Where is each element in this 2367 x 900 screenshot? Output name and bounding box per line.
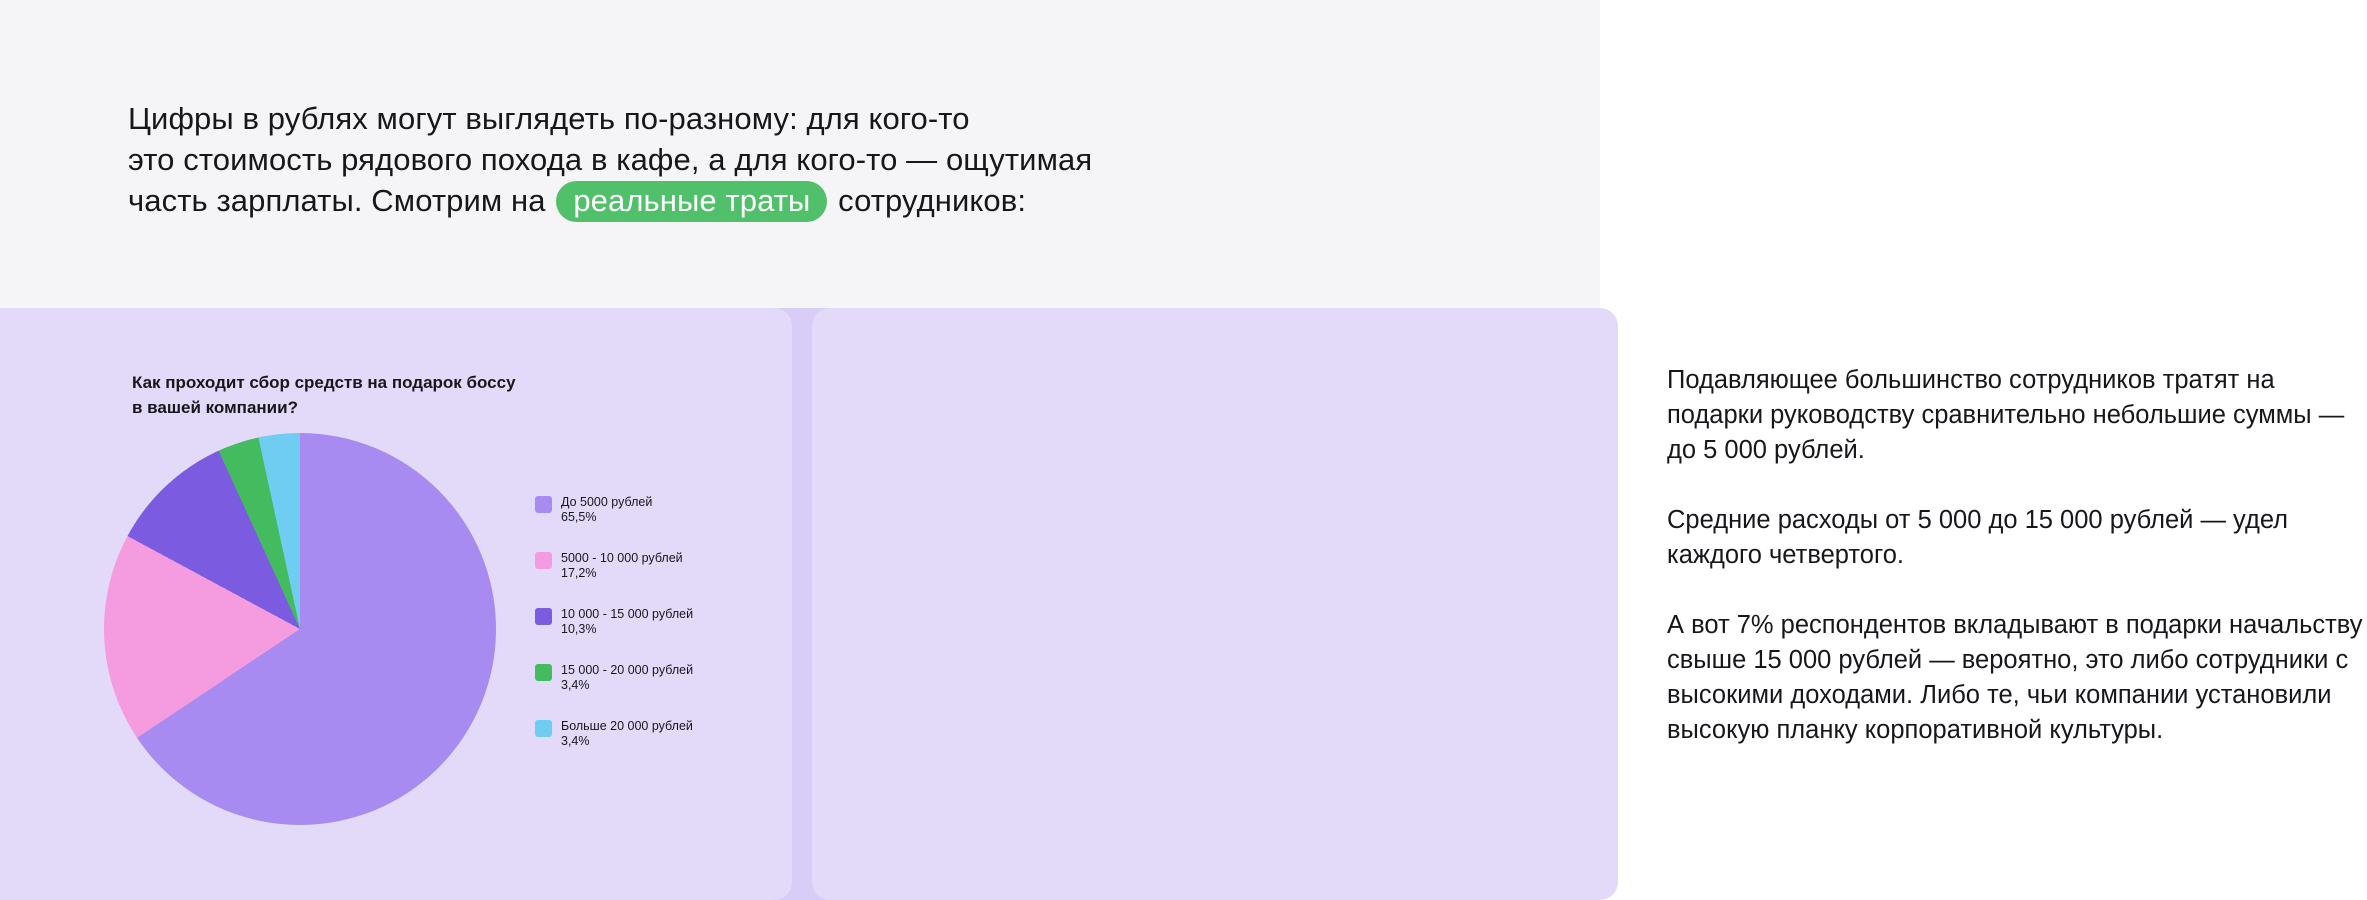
legend-label: 5000 - 10 000 рублей bbox=[561, 551, 683, 565]
commentary-paragraph-2: Средние расходы от 5 000 до 15 000 рублей — удел каждого четвертого. bbox=[1667, 506, 2289, 569]
legend-label: 15 000 - 20 000 рублей bbox=[561, 663, 694, 677]
legend-label: До 5000 рублей bbox=[561, 495, 653, 509]
legend-label-group bbox=[561, 663, 693, 693]
legend-value: 3,4% bbox=[561, 734, 590, 748]
legend-swatch-icon bbox=[535, 608, 552, 625]
chart-title-line-2: в вашей компании? bbox=[132, 398, 298, 417]
intro-line-2: это стоимость рядового похода в кафе, а для кого-то — ощутимая bbox=[128, 142, 1093, 177]
highlight-pill: реальные траты bbox=[556, 181, 827, 222]
commentary-paragraph-3: А вот 7% респондентов вкладывают в подарки начальству свыше 15 000 рублей — вероятно, это либо сотрудники с высокими доходами. Либо те, чьи компании установили высокую планку корпоративной культуры. bbox=[1667, 611, 2363, 744]
legend-item bbox=[535, 551, 765, 581]
legend-value: 65,5% bbox=[561, 510, 597, 524]
legend-item bbox=[535, 663, 765, 693]
legend-value: 10,3% bbox=[561, 622, 597, 636]
intro-paragraph bbox=[128, 98, 1328, 222]
commentary-paragraph-1: Подавляющее большинство сотрудников тратят на подарки руководству сравнительно небольшие суммы — до 5 000 рублей. bbox=[1667, 366, 2345, 464]
pie-chart bbox=[104, 433, 496, 825]
chart-title-line-1: Как проходит сбор средств на подарок боссу bbox=[132, 373, 516, 392]
commentary-text bbox=[1667, 363, 2367, 748]
legend-value: 3,4% bbox=[561, 678, 590, 692]
pie-slices bbox=[104, 433, 496, 825]
chart-title bbox=[132, 370, 692, 420]
legend-item bbox=[535, 607, 765, 637]
content-area bbox=[0, 308, 2363, 900]
intro-line-3-before: часть зарплаты. Смотрим на bbox=[128, 183, 555, 218]
legend-label: 10 000 - 15 000 рублей bbox=[561, 607, 694, 621]
commentary-card bbox=[812, 308, 2363, 900]
legend-label: Больше 20 000 рублей bbox=[561, 719, 693, 733]
intro-banner bbox=[0, 0, 1600, 308]
legend-label-group bbox=[561, 495, 652, 525]
legend-swatch-icon bbox=[535, 552, 552, 569]
legend-value: 17,2% bbox=[561, 566, 597, 580]
legend-item bbox=[535, 495, 765, 525]
intro-line-1: Цифры в рублях могут выглядеть по-разному: для кого-то bbox=[128, 101, 970, 136]
legend-item bbox=[535, 719, 765, 749]
legend-label-group bbox=[561, 551, 683, 581]
chart-legend bbox=[535, 495, 765, 775]
intro-line-3-after: сотрудников: bbox=[829, 183, 1027, 218]
legend-swatch-icon bbox=[535, 496, 552, 513]
legend-swatch-icon bbox=[535, 720, 552, 737]
legend-label-group bbox=[561, 719, 693, 749]
legend-label-group bbox=[561, 607, 693, 637]
legend-swatch-icon bbox=[535, 664, 552, 681]
chart-card bbox=[0, 308, 792, 900]
